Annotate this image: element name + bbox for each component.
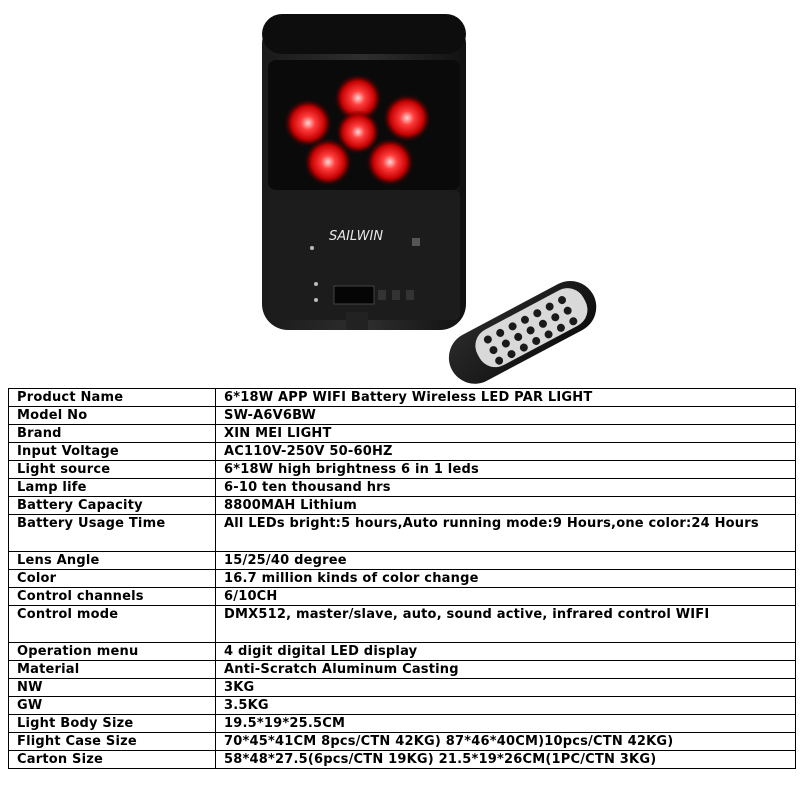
spec-label: Operation menu — [9, 643, 216, 661]
spec-label: NW — [9, 679, 216, 697]
spec-row — [9, 497, 796, 515]
spec-row — [9, 643, 796, 661]
spec-label: GW — [9, 697, 216, 715]
spec-row — [9, 679, 796, 697]
spec-row — [9, 715, 796, 733]
spec-label: Model No — [9, 407, 216, 425]
spec-row — [9, 389, 796, 407]
spec-row — [9, 751, 796, 769]
spec-value: DMX512, master/slave, auto, sound active, infrared control WIFI — [216, 606, 796, 643]
spec-value: 3.5KG — [216, 697, 796, 715]
product-photo — [0, 0, 800, 388]
spec-table — [8, 388, 796, 769]
spec-row — [9, 461, 796, 479]
spec-row — [9, 606, 796, 643]
spec-label: Control mode — [9, 606, 216, 643]
spec-value: 16.7 million kinds of color change — [216, 570, 796, 588]
led-display — [334, 286, 374, 304]
spec-row — [9, 425, 796, 443]
spec-label: Material — [9, 661, 216, 679]
spec-row — [9, 570, 796, 588]
spec-row — [9, 552, 796, 570]
spec-value: SW-A6V6BW — [216, 407, 796, 425]
spec-value: 3KG — [216, 679, 796, 697]
brand-logo: SAILWIN — [328, 229, 384, 244]
spec-value: 8800MAH Lithium — [216, 497, 796, 515]
spec-value: 6*18W APP WIFI Battery Wireless LED PAR LIGHT — [216, 389, 796, 407]
spec-row — [9, 661, 796, 679]
spec-label: Lens Angle — [9, 552, 216, 570]
spec-row — [9, 515, 796, 552]
spec-value: 4 digit digital LED display — [216, 643, 796, 661]
spec-value: All LEDs bright:5 hours,Auto running mode:9 Hours,one color:24 Hours — [216, 515, 796, 552]
spec-label: Lamp life — [9, 479, 216, 497]
spec-value: 6/10CH — [216, 588, 796, 606]
spec-label: Battery Capacity — [9, 497, 216, 515]
spec-label: Battery Usage Time — [9, 515, 216, 552]
spec-row — [9, 479, 796, 497]
spec-value: 15/25/40 degree — [216, 552, 796, 570]
spec-label: Product Name — [9, 389, 216, 407]
led-par-fixture — [262, 14, 466, 330]
spec-label: Carton Size — [9, 751, 216, 769]
spec-row — [9, 588, 796, 606]
spec-value: 6*18W high brightness 6 in 1 leds — [216, 461, 796, 479]
spec-label: Brand — [9, 425, 216, 443]
spec-value: Anti-Scratch Aluminum Casting — [216, 661, 796, 679]
spec-value: 6-10 ten thousand hrs — [216, 479, 796, 497]
spec-label: Light Body Size — [9, 715, 216, 733]
spec-row — [9, 443, 796, 461]
spec-row — [9, 697, 796, 715]
spec-label: Light source — [9, 461, 216, 479]
spec-value: XIN MEI LIGHT — [216, 425, 796, 443]
spec-value: 58*48*27.5(6pcs/CTN 19KG) 21.5*19*26CM(1PC/CTN 3KG) — [216, 751, 796, 769]
spec-value: 70*45*41CM 8pcs/CTN 42KG) 87*46*40CM)10pcs/CTN 42KG) — [216, 733, 796, 751]
spec-value: AC110V-250V 50-60HZ — [216, 443, 796, 461]
spec-label: Color — [9, 570, 216, 588]
spec-label: Flight Case Size — [9, 733, 216, 751]
spec-label: Input Voltage — [9, 443, 216, 461]
spec-row — [9, 733, 796, 751]
spec-label: Control channels — [9, 588, 216, 606]
spec-value: 19.5*19*25.5CM — [216, 715, 796, 733]
spec-row — [9, 407, 796, 425]
